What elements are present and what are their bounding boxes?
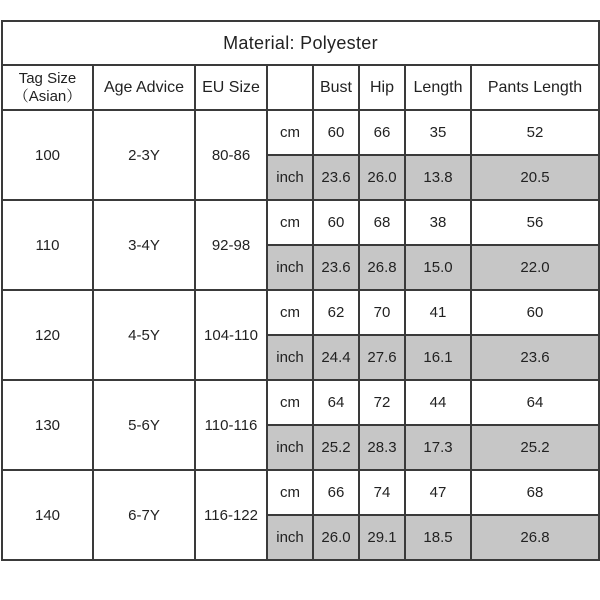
- length-cell: 17.3: [405, 425, 471, 470]
- hip-cell: 72: [359, 380, 405, 425]
- header-tag-size-line2: （Asian）: [13, 87, 82, 105]
- unit-cell: inch: [267, 515, 313, 560]
- bust-cell: 60: [313, 200, 359, 245]
- length-cell: 44: [405, 380, 471, 425]
- age-advice-cell: 6-7Y: [93, 470, 195, 560]
- header-hip: Hip: [359, 65, 405, 110]
- header-length: Length: [405, 65, 471, 110]
- bust-cell: 23.6: [313, 155, 359, 200]
- length-cell: 47: [405, 470, 471, 515]
- header-row: [2, 65, 599, 110]
- hip-cell: 68: [359, 200, 405, 245]
- pants-length-cell: 52: [471, 110, 599, 155]
- unit-cell: cm: [267, 380, 313, 425]
- pants-length-cell: 68: [471, 470, 599, 515]
- bust-cell: 23.6: [313, 245, 359, 290]
- title-row: [2, 21, 599, 65]
- pants-length-cell: 20.5: [471, 155, 599, 200]
- hip-cell: 66: [359, 110, 405, 155]
- hip-cell: 70: [359, 290, 405, 335]
- table-row-cm: [2, 380, 599, 425]
- tag-size-cell: 100: [2, 110, 93, 200]
- length-cell: 16.1: [405, 335, 471, 380]
- pants-length-cell: 23.6: [471, 335, 599, 380]
- eu-size-cell: 80-86: [195, 110, 267, 200]
- hip-cell: 74: [359, 470, 405, 515]
- eu-size-cell: 92-98: [195, 200, 267, 290]
- header-unit: [267, 65, 313, 110]
- age-advice-cell: 5-6Y: [93, 380, 195, 470]
- hip-cell: 27.6: [359, 335, 405, 380]
- table-row-cm: [2, 470, 599, 515]
- bust-cell: 66: [313, 470, 359, 515]
- tag-size-cell: 120: [2, 290, 93, 380]
- age-advice-cell: 2-3Y: [93, 110, 195, 200]
- header-pants-length: Pants Length: [471, 65, 599, 110]
- tag-size-cell: 140: [2, 470, 93, 560]
- bust-cell: 64: [313, 380, 359, 425]
- pants-length-cell: 22.0: [471, 245, 599, 290]
- header-tag-size-line1: Tag Size: [18, 69, 77, 87]
- length-cell: 13.8: [405, 155, 471, 200]
- unit-cell: inch: [267, 155, 313, 200]
- hip-cell: 26.0: [359, 155, 405, 200]
- eu-size-cell: 110-116: [195, 380, 267, 470]
- length-cell: 35: [405, 110, 471, 155]
- unit-cell: inch: [267, 425, 313, 470]
- age-advice-cell: 4-5Y: [93, 290, 195, 380]
- age-advice-cell: 3-4Y: [93, 200, 195, 290]
- table-title: Material: Polyester: [2, 21, 599, 65]
- tag-size-cell: 130: [2, 380, 93, 470]
- hip-cell: 29.1: [359, 515, 405, 560]
- unit-cell: cm: [267, 200, 313, 245]
- length-cell: 41: [405, 290, 471, 335]
- header-tag-size: [2, 65, 93, 110]
- length-cell: 18.5: [405, 515, 471, 560]
- unit-cell: inch: [267, 335, 313, 380]
- bust-cell: 60: [313, 110, 359, 155]
- bust-cell: 24.4: [313, 335, 359, 380]
- table-row-cm: [2, 200, 599, 245]
- pants-length-cell: 56: [471, 200, 599, 245]
- hip-cell: 28.3: [359, 425, 405, 470]
- table-row-cm: [2, 110, 599, 155]
- bust-cell: 62: [313, 290, 359, 335]
- unit-cell: cm: [267, 470, 313, 515]
- length-cell: 38: [405, 200, 471, 245]
- eu-size-cell: 116-122: [195, 470, 267, 560]
- table-row-cm: [2, 290, 599, 335]
- pants-length-cell: 64: [471, 380, 599, 425]
- header-bust: Bust: [313, 65, 359, 110]
- header-age-advice: Age Advice: [93, 65, 195, 110]
- header-eu-size: EU Size: [195, 65, 267, 110]
- unit-cell: cm: [267, 290, 313, 335]
- hip-cell: 26.8: [359, 245, 405, 290]
- pants-length-cell: 60: [471, 290, 599, 335]
- bust-cell: 25.2: [313, 425, 359, 470]
- length-cell: 15.0: [405, 245, 471, 290]
- pants-length-cell: 25.2: [471, 425, 599, 470]
- size-chart-table: [1, 20, 600, 561]
- bust-cell: 26.0: [313, 515, 359, 560]
- tag-size-cell: 110: [2, 200, 93, 290]
- unit-cell: cm: [267, 110, 313, 155]
- eu-size-cell: 104-110: [195, 290, 267, 380]
- unit-cell: inch: [267, 245, 313, 290]
- pants-length-cell: 26.8: [471, 515, 599, 560]
